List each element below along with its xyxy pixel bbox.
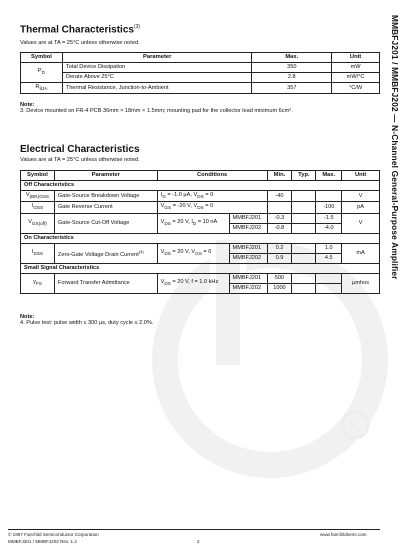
part-cell: MMBFJ201	[229, 243, 267, 253]
part-cell: MMBFJ202	[229, 283, 267, 293]
col-typ: Typ.	[292, 171, 316, 181]
typ-cell	[292, 283, 316, 293]
unit-cell: V	[342, 191, 380, 202]
col-unit: Unit	[332, 53, 380, 63]
table-row	[21, 83, 380, 94]
typ-cell	[292, 191, 316, 202]
unit-cell: °C/W	[332, 83, 380, 94]
thermal-title: Thermal Characteristics$^{(3)}$	[20, 24, 141, 36]
table-row	[21, 273, 380, 283]
min-cell: -40	[267, 191, 292, 202]
symbol-cell: $I_{GSS}$	[21, 202, 55, 213]
table-header-row	[21, 53, 380, 63]
typ-cell	[292, 273, 316, 283]
part-cell: MMBFJ201	[229, 213, 267, 223]
table-row	[21, 73, 380, 83]
min-cell: 0.2	[267, 243, 292, 253]
parameter-cell: Gate-Source Cut-Off Voltage	[54, 213, 157, 233]
col-conditions: Conditions	[157, 171, 267, 181]
max-cell: 2.8	[252, 73, 332, 83]
table-header-row	[21, 171, 380, 181]
unit-cell: pA	[342, 202, 380, 213]
max-cell: -4.0	[316, 223, 342, 233]
table-row	[21, 202, 380, 213]
parameter-cell: Forward Transfer Admittance	[54, 273, 157, 293]
symbol-cell: $I_{DSS}$	[21, 243, 55, 263]
max-cell: -100	[316, 202, 342, 213]
min-cell	[267, 202, 292, 213]
typ-cell	[292, 253, 316, 263]
symbol-cell: $V_{(BR)GSS}$	[21, 191, 55, 202]
symbol-cell: $R_{\theta JA}$	[21, 83, 63, 94]
electrical-conditions: Values are at TA = 25°C unless otherwise noted.	[20, 157, 140, 163]
part-cell: MMBFJ201	[229, 273, 267, 283]
group-on: On Characteristics	[21, 233, 380, 243]
max-cell	[316, 191, 342, 202]
conditions-cell: $V_{DS} = 20$ V, $I_D = 10$ nA	[157, 213, 229, 233]
parameter-cell: Gate Reverse Current	[54, 202, 157, 213]
unit-cell: mA	[342, 243, 380, 263]
col-max: Max.	[252, 53, 332, 63]
max-cell	[316, 283, 342, 293]
unit-cell: µmhos	[342, 273, 380, 293]
col-parameter: Parameter	[54, 171, 157, 181]
typ-cell	[292, 202, 316, 213]
max-cell	[316, 273, 342, 283]
max-cell: -1.5	[316, 213, 342, 223]
group-row	[21, 181, 380, 191]
conditions-cell: $V_{GS} = -20$ V, $V_{DS} = 0$	[157, 202, 267, 213]
max-cell: 1.0	[316, 243, 342, 253]
min-cell: -0.8	[267, 223, 292, 233]
unit-cell: V	[342, 213, 380, 233]
footer-copyright: © 1997 Fairchild Semiconductor Corporation	[8, 532, 99, 537]
footer-doc-rev: MMBFJ201 / MMBFJ202 Rev. 1.4	[8, 539, 77, 544]
footer-url: www.fairchildsemi.com	[320, 532, 367, 537]
part-cell: MMBFJ202	[229, 223, 267, 233]
conditions-cell: $V_{DS} = 20$ V, $V_{GS} = 0$	[157, 243, 229, 263]
side-title: MMBFJ201 / MMBFJ202 — N-Channel General-Purpose Amplifier	[390, 15, 400, 280]
typ-cell	[292, 223, 316, 233]
group-off: Off Characteristics	[21, 181, 380, 191]
part-cell: MMBFJ202	[229, 253, 267, 263]
page-number: 2	[197, 539, 200, 544]
svg-text:R: R	[349, 417, 360, 433]
max-cell: 350	[252, 63, 332, 73]
col-min: Min.	[267, 171, 292, 181]
min-cell: 0.9	[267, 253, 292, 263]
typ-cell	[292, 243, 316, 253]
parameter-cell: Total Device Dissipation	[62, 63, 252, 73]
symbol-cell: $P_D$	[21, 63, 63, 83]
min-cell: 500	[267, 273, 292, 283]
thermal-conditions: Values are at TA = 25°C unless otherwise noted.	[20, 40, 140, 46]
col-symbol: Symbol	[21, 171, 55, 181]
group-row	[21, 263, 380, 273]
col-symbol: Symbol	[21, 53, 63, 63]
unit-cell: mW	[332, 63, 380, 73]
typ-cell	[292, 213, 316, 223]
electrical-table	[20, 170, 380, 294]
group-small-signal: Small Signal Characteristics	[21, 263, 380, 273]
electrical-note: Note: 4. Pulse test: pulse width ≤ 300 µs, duty cycle ≤ 2.0%.	[20, 314, 154, 326]
thermal-note: Note: 3. Device mounted on FR-4 PCB 36mm × 18mm × 1.5mm; mounting pad for the collector lead minimum 6cm².	[20, 102, 293, 114]
min-cell: -0.3	[267, 213, 292, 223]
table-row	[21, 63, 380, 73]
table-row	[21, 243, 380, 253]
conditions-cell: $I_G = -1.0$ µA, $V_{DS} = 0$	[157, 191, 267, 202]
unit-cell: mW/°C	[332, 73, 380, 83]
symbol-cell: $V_{GS(off)}$	[21, 213, 55, 233]
table-row	[21, 191, 380, 202]
parameter-cell: Gate-Source Breakdown Voltage	[54, 191, 157, 202]
table-row	[21, 213, 380, 223]
col-unit: Unit	[342, 171, 380, 181]
group-row	[21, 233, 380, 243]
parameter-cell: Derate Above 25°C	[62, 73, 252, 83]
thermal-table	[20, 52, 380, 94]
conditions-cell: $V_{DS} = 20$ V, f = 1.0 kHz	[157, 273, 229, 293]
electrical-title: Electrical Characteristics	[20, 144, 140, 155]
min-cell: 1000	[267, 283, 292, 293]
max-cell: 4.5	[316, 253, 342, 263]
parameter-cell: Thermal Resistance, Junction-to-Ambient	[62, 83, 252, 94]
footer-rule	[8, 529, 380, 530]
parameter-cell: Zero-Gate Voltage Drain Current$^{(4)}$	[54, 243, 157, 263]
symbol-cell: $y_{FS}$	[21, 273, 55, 293]
max-cell: 357	[252, 83, 332, 94]
col-max: Max.	[316, 171, 342, 181]
col-parameter: Parameter	[62, 53, 252, 63]
